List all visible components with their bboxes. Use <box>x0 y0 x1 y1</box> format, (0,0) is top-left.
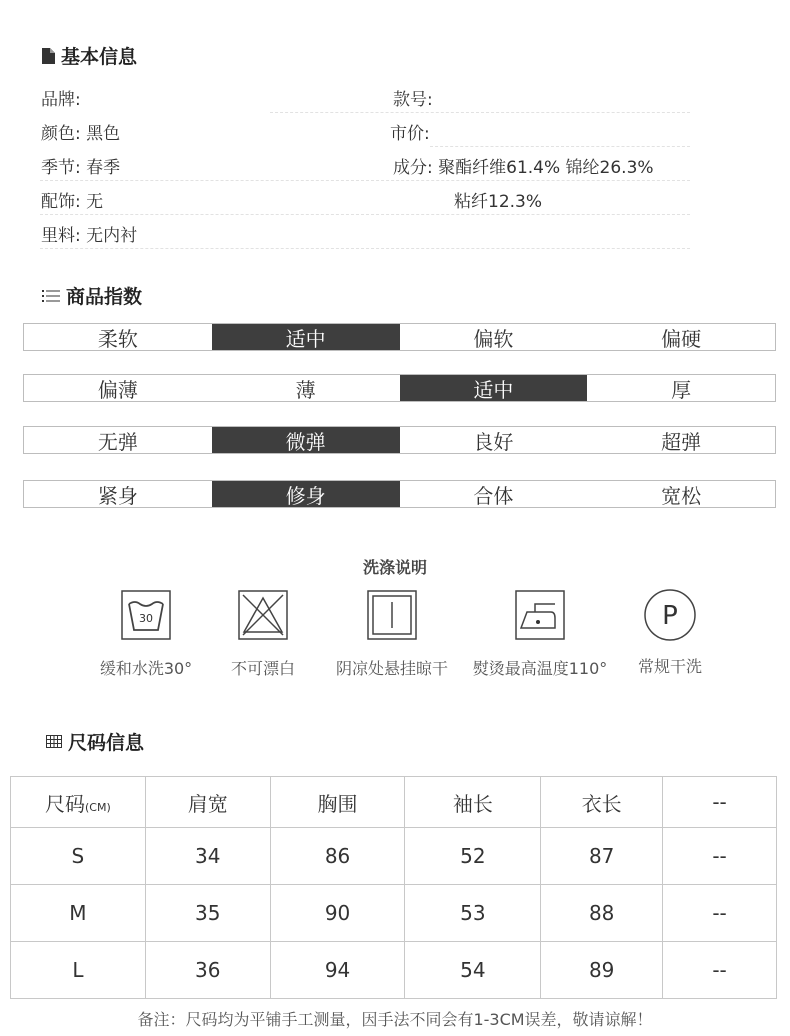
index-cell: 合体 <box>473 483 514 508</box>
index-cell: 无弹 <box>97 429 138 454</box>
table-cell: M <box>11 885 146 942</box>
header-cell <box>11 777 146 828</box>
divider <box>40 248 690 249</box>
index-cell: 偏硬 <box>661 326 702 351</box>
composition-value: 聚酯纤维61.4% 锦纶26.3% <box>438 158 654 178</box>
price-label: 市价: <box>390 124 430 144</box>
index-row-elasticity <box>23 426 776 454</box>
size-title: 尺码信息 <box>68 732 145 754</box>
table-cell: 36 <box>145 942 270 999</box>
composition-continued <box>454 187 542 212</box>
wash-item <box>203 590 323 679</box>
document-icon <box>42 48 55 64</box>
index-cell: 偏软 <box>473 326 514 351</box>
header-cell: 肩宽 <box>145 777 270 828</box>
unit-label: (CM) <box>85 800 111 814</box>
index-cell: 柔软 <box>97 326 138 351</box>
wash-label: 不可漂白 <box>230 659 295 678</box>
index-cell-selected: 适中 <box>212 324 400 350</box>
lining-label: 里料: <box>41 226 81 246</box>
line-dry-shade-icon <box>367 590 417 640</box>
iron-icon <box>515 590 565 640</box>
table-cell: -- <box>663 942 777 999</box>
index-title: 商品指数 <box>66 286 143 308</box>
color-value: 黑色 <box>86 124 121 144</box>
header-cell: 袖长 <box>405 777 541 828</box>
composition-label: 成分: <box>393 158 433 178</box>
table-header-row <box>11 777 777 828</box>
season-label: 季节: <box>41 158 81 178</box>
wash-label: 阴凉处悬挂晾干 <box>335 659 448 678</box>
table-cell: 54 <box>405 942 541 999</box>
table-cell: 88 <box>541 885 663 942</box>
index-cell: 宽松 <box>661 483 702 508</box>
table-cell: -- <box>663 885 777 942</box>
accessory-value: 无 <box>86 192 104 212</box>
index-cell: 薄 <box>295 377 316 402</box>
style-label: 款号: <box>393 90 433 110</box>
table-cell: 86 <box>270 828 405 885</box>
lining-value: 无内衬 <box>86 226 138 246</box>
table-cell: 90 <box>270 885 405 942</box>
accessory-label: 配饰: <box>41 192 81 212</box>
index-cell: 厚 <box>671 377 692 402</box>
dry-clean-letter: P <box>662 601 678 631</box>
table-cell: 94 <box>270 942 405 999</box>
size-header <box>46 728 144 755</box>
composition-row <box>393 153 654 178</box>
basic-info-header <box>42 42 137 69</box>
basic-info-title: 基本信息 <box>61 46 138 68</box>
header-cell: 胸围 <box>270 777 405 828</box>
table-cell: S <box>11 828 146 885</box>
price-row <box>390 119 430 144</box>
wash-label: 缓和水洗30° <box>99 659 193 678</box>
no-bleach-icon <box>238 590 288 640</box>
table-cell: 53 <box>405 885 541 942</box>
wash-item <box>86 590 206 679</box>
accessory-row <box>41 187 103 212</box>
brand-row <box>41 85 81 110</box>
washing-title: 洗涤说明 <box>362 558 427 577</box>
wash-temp-text: 30 <box>139 612 153 625</box>
divider <box>270 112 690 113</box>
header-size-label: 尺码 <box>45 791 86 816</box>
header-cell: -- <box>663 777 777 828</box>
divider <box>40 180 690 181</box>
wash-label: 熨烫最高温度110° <box>472 659 608 678</box>
season-row <box>41 153 120 178</box>
wash-30-icon <box>121 590 171 640</box>
color-row <box>41 119 120 144</box>
brand-label: 品牌: <box>41 90 81 110</box>
divider <box>40 214 690 215</box>
index-row-fit <box>23 480 776 508</box>
index-cell: 紧身 <box>97 483 138 508</box>
wash-item <box>620 588 720 677</box>
index-header <box>42 282 142 309</box>
wash-label: 常规干洗 <box>637 657 702 676</box>
table-row <box>11 828 777 885</box>
wash-item <box>322 590 462 679</box>
table-row <box>11 885 777 942</box>
index-cell: 良好 <box>473 429 514 454</box>
size-table <box>10 776 777 999</box>
grid-icon <box>46 735 62 748</box>
table-cell: 34 <box>145 828 270 885</box>
table-row <box>11 942 777 999</box>
index-cell: 超弹 <box>661 429 702 454</box>
list-icon <box>42 289 60 303</box>
dry-clean-icon <box>643 588 697 642</box>
table-cell: L <box>11 942 146 999</box>
index-cell: 偏薄 <box>97 377 138 402</box>
index-row-thickness <box>23 374 776 402</box>
header-cell: 衣长 <box>541 777 663 828</box>
table-cell: 87 <box>541 828 663 885</box>
index-row-softness <box>23 323 776 351</box>
index-cell-selected: 微弹 <box>212 427 400 453</box>
wash-item <box>470 590 610 679</box>
table-cell: 52 <box>405 828 541 885</box>
lining-row <box>41 221 137 246</box>
table-cell: -- <box>663 828 777 885</box>
table-cell: 89 <box>541 942 663 999</box>
index-cell-selected: 适中 <box>400 375 588 401</box>
size-note: 备注：尺码均为平铺手工测量，因手法不同会有1-3CM误差，敬请谅解！ <box>137 1010 653 1029</box>
color-label: 颜色: <box>41 124 81 144</box>
season-value: 春季 <box>86 158 121 178</box>
composition-value-2: 粘纤12.3% <box>454 192 543 212</box>
style-row <box>393 85 433 110</box>
table-cell: 35 <box>145 885 270 942</box>
index-cell-selected: 修身 <box>212 481 400 507</box>
divider <box>430 146 690 147</box>
